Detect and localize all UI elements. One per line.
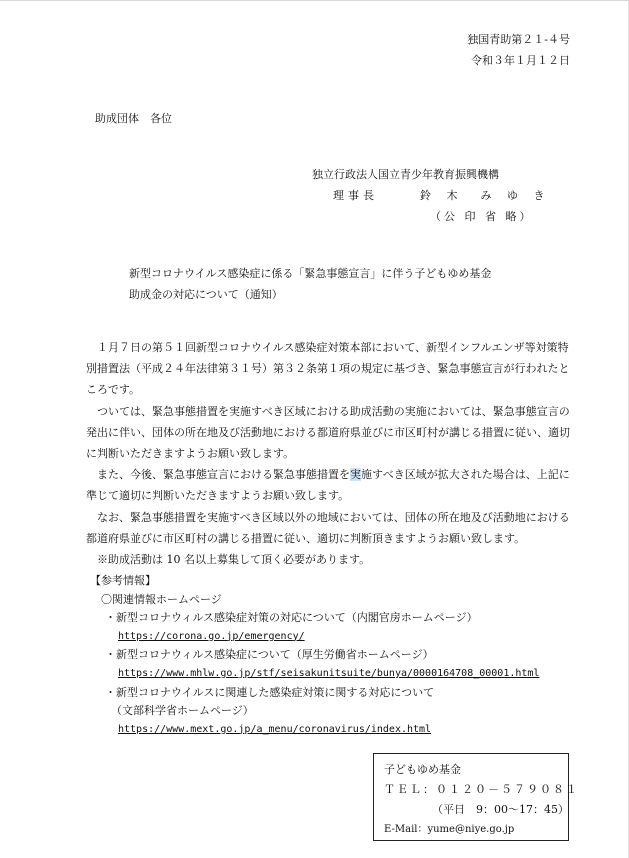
body-note: ※助成活動は 10 名以上募集して頂く必要があります。: [97, 553, 371, 567]
highlighted-character: 実: [350, 468, 361, 482]
subject-line-1: 新型コロナウイルス感染症に係る「緊急事態宣言」に伴う子どもゆめ基金: [129, 267, 492, 280]
body-paragraph-3-end: 施すべき区域が拡大された場合は、上記に準じて適切に判断いただきますようお願い致します。: [86, 468, 570, 503]
issuer-organization: 独立行政法人国立青少年教育振興機構: [312, 168, 499, 181]
contact-box: [373, 753, 579, 841]
body-text: [86, 337, 574, 570]
reference-subheading: 〇関連情報ホームページ: [101, 592, 222, 606]
body-paragraph-3: [86, 464, 574, 506]
body-paragraph-4: なお、緊急事態措置を実施すべき区域以外の地域においては、団体の所在地及び活動地における都道府県並びに市区町村の講じる措置に従い、適切に判断頂きますようお願い致します。: [86, 510, 570, 545]
document-number: 独国青助第２１-４号: [467, 33, 570, 46]
reference-item-3: ・新型コロナウイルスに関連した感染症対策に関する対応について: [105, 685, 435, 699]
reference-section: [90, 572, 590, 739]
body-paragraph-3-start: また、今後、緊急事態宣言における緊急事態措置を: [97, 468, 350, 482]
body-paragraph-1: １月７日の第５１回新型コロナウイルス感染症対策本部において、新型インフルエンザ等対策特別措置法（平成２４年法律第３１号）第３２条第１項の規定に基づき、緊急事態宣言が行われたところです。: [86, 341, 570, 397]
contact-phone: ＴＥＬ：０１２０－５７９０８１: [384, 783, 579, 796]
subject-line-2: 助成金の対応について（通知）: [129, 288, 283, 301]
body-paragraph-2: ついては、緊急事態措置を実施すべき区域における助成活動の実施においては、緊急事態宣言の発出に伴い、団体の所在地及び活動地における都道府県並びに市区町村が講じる措置に従い、適切に判断いただきますようお願い致します。: [86, 404, 570, 461]
reference-heading: 【参考情報】: [90, 574, 156, 587]
document-date: 令和３年１月１２日: [471, 54, 570, 67]
issuer-title: 理事長: [333, 189, 378, 202]
reference-link-1[interactable]: https://corona.go.jp/emergency/: [118, 630, 305, 642]
reference-item-3-source: （文部科学省ホームページ）: [111, 704, 254, 718]
reference-link-2[interactable]: https://www.mhlw.go.jp/stf/seisakunitsuite/bunya/0000164708_00001.html: [118, 667, 540, 679]
seal-omitted-note: （公 印 省 略）: [430, 210, 534, 223]
reference-link-3[interactable]: https://www.mext.go.jp/a_menu/coronavirus/index.html: [118, 723, 432, 735]
reference-item-2: ・新型コロナウィルス感染症について（厚生労働省ホームページ）: [105, 648, 434, 662]
contact-name: 子どもゆめ基金: [384, 763, 461, 776]
contact-email[interactable]: E-Mail：yume@niye.go.jp: [384, 824, 515, 835]
reference-item-1: ・新型コロナウィルス感染症対策の対応について（内閣官房ホームページ）: [105, 611, 478, 625]
contact-hours: （平日 9：00～17：45）: [432, 803, 569, 816]
issuer-name: 鈴 木 み ゆ き: [420, 189, 551, 202]
addressee: 助成団体 各位: [95, 112, 172, 125]
